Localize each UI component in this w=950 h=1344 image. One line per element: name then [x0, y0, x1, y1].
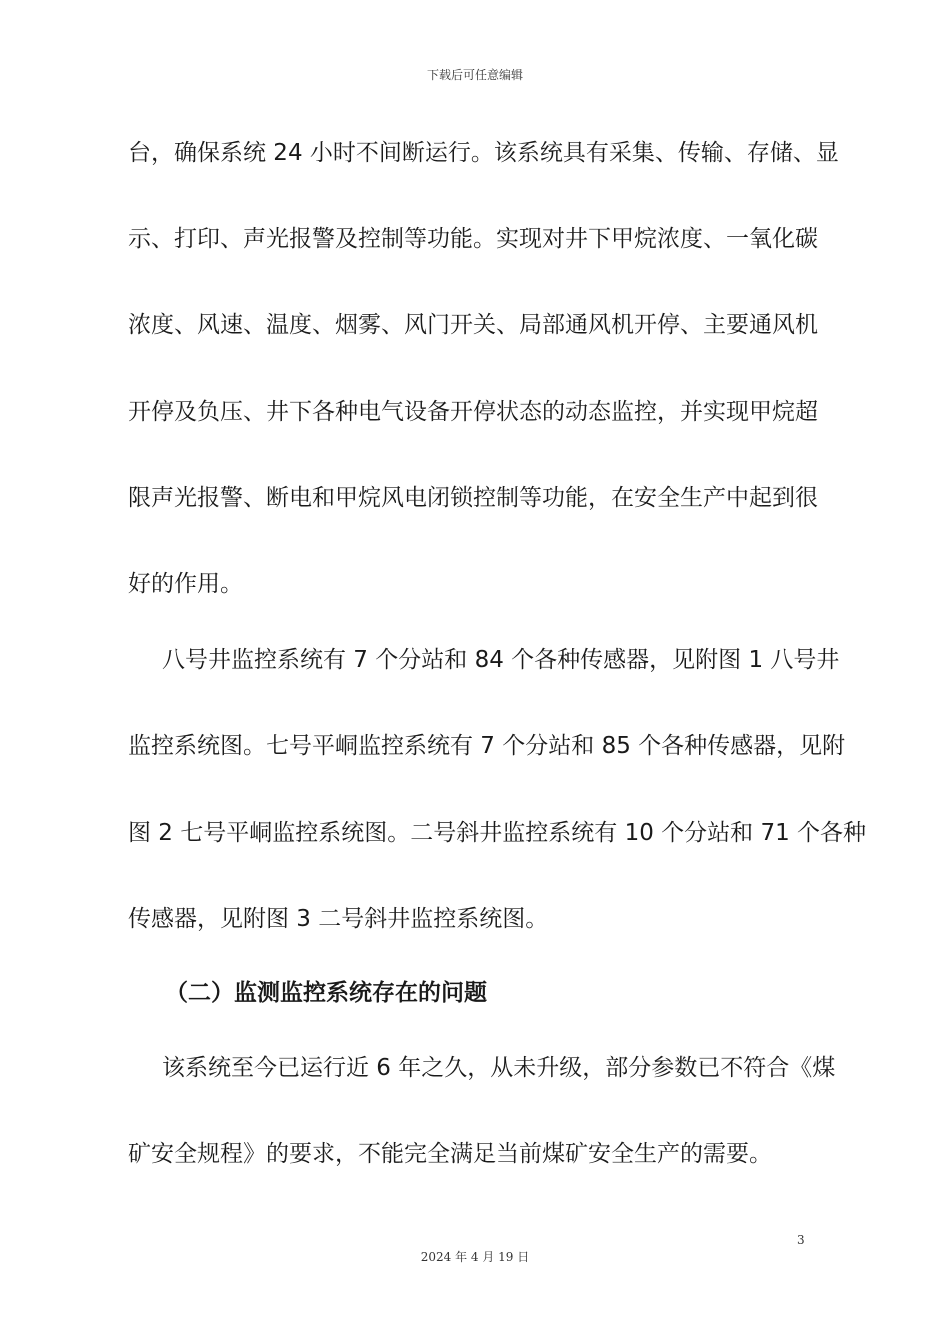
- text-line: 好的作用。: [128, 571, 243, 597]
- text-line: 开停及负压、井下各种电气设备开停状态的动态监控，并实现甲烷超: [128, 399, 818, 425]
- text-line: 图 2 七号平峒监控系统图。二号斜井监控系统有 10 个分站和 71 个各种: [128, 820, 867, 846]
- text-line: 示、打印、声光报警及控制等功能。实现对井下甲烷浓度、一氧化碳: [128, 226, 818, 252]
- footer-date: 2024 年 4 月 19 日: [420, 1250, 530, 1264]
- text-line: 传感器，见附图 3 二号斜井监控系统图。: [128, 906, 549, 932]
- text-line: 台，确保系统 24 小时不间断运行。该系统具有采集、传输、存储、显: [128, 140, 839, 166]
- text-line: 八号井监控系统有 7 个分站和 84 个各种传感器，见附图 1 八号井: [162, 647, 840, 673]
- text-line: 监控系统图。七号平峒监控系统有 7 个分站和 85 个各种传感器，见附: [128, 733, 846, 759]
- text-line: 矿安全规程》的要求，不能完全满足当前煤矿安全生产的需要。: [128, 1141, 772, 1167]
- page-header: 下载后可任意编辑: [426, 68, 523, 82]
- section-heading: （二）监测监控系统存在的问题: [165, 980, 487, 1006]
- text-line: 限声光报警、断电和甲烷风电闭锁控制等功能，在安全生产中起到很: [128, 485, 818, 511]
- page-number: 3: [797, 1233, 805, 1247]
- text-line: 浓度、风速、温度、烟雾、风门开关、局部通风机开停、主要通风机: [128, 312, 818, 338]
- text-line: 该系统至今已运行近 6 年之久，从未升级，部分参数已不符合《煤: [162, 1055, 836, 1081]
